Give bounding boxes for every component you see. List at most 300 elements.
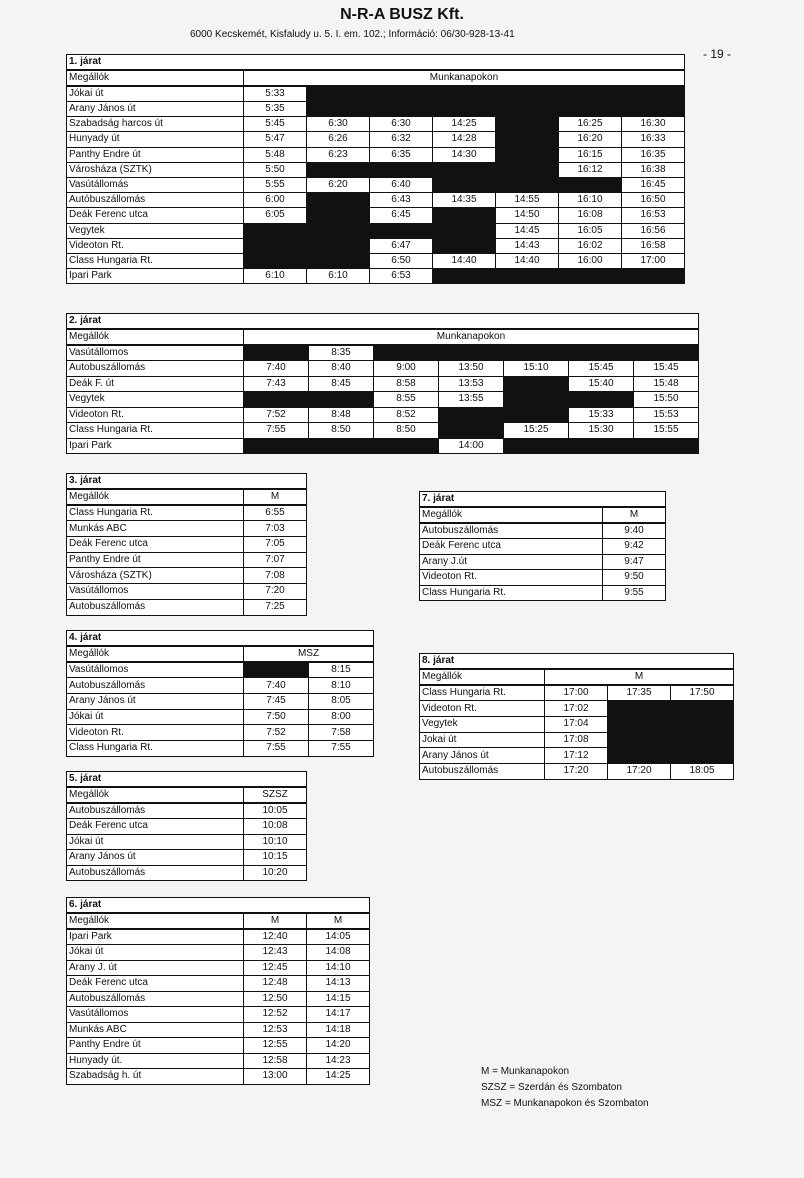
stop-name: Autobuszállomás <box>67 991 244 1007</box>
no-service-cell <box>374 438 439 454</box>
table-row <box>67 117 685 132</box>
stop-name: Ipari Park <box>67 269 244 284</box>
departure-time: 5:55 <box>244 177 307 192</box>
no-service-cell <box>433 223 496 238</box>
departure-time: 14:25 <box>307 1069 370 1085</box>
stop-name: Arany J.út <box>420 554 603 570</box>
no-service-cell <box>496 147 559 162</box>
departure-time: 5:50 <box>244 162 307 177</box>
table-header-row <box>67 787 307 803</box>
table-row <box>67 505 307 521</box>
no-service-cell <box>439 407 504 423</box>
no-service-cell <box>559 177 622 192</box>
departure-time: 6:53 <box>370 269 433 284</box>
timetable-5 <box>66 771 307 881</box>
stop-name: Arany J. út <box>67 960 244 976</box>
stop-name: Városháza (SZTK) <box>67 568 244 584</box>
no-service-cell <box>307 86 370 102</box>
departure-time: 8:50 <box>309 423 374 439</box>
no-service-cell <box>622 269 685 284</box>
departure-time: 15:40 <box>569 376 634 392</box>
stop-name: Videoton Rt. <box>67 238 244 253</box>
departure-time: 12:58 <box>244 1053 307 1069</box>
departure-time: 14:45 <box>496 223 559 238</box>
no-service-cell <box>244 438 309 454</box>
departure-time: 12:40 <box>244 929 307 945</box>
no-service-cell <box>433 102 496 117</box>
stop-name: Jókai út <box>67 834 244 850</box>
departure-time: 16:02 <box>559 238 622 253</box>
departure-time: 14:23 <box>307 1053 370 1069</box>
departure-time: 17:04 <box>545 717 608 733</box>
departure-time: 12:55 <box>244 1038 307 1054</box>
stops-header: Megállók <box>420 669 545 685</box>
departure-time: 16:05 <box>559 223 622 238</box>
departure-time: 16:33 <box>622 132 685 147</box>
no-service-cell <box>622 102 685 117</box>
table-row <box>67 1007 370 1023</box>
no-service-cell <box>504 376 569 392</box>
table-row <box>67 976 370 992</box>
no-service-cell <box>671 732 734 748</box>
departure-time: 8:40 <box>309 361 374 377</box>
departure-time: 6:55 <box>244 505 307 521</box>
table-row <box>67 850 307 866</box>
table-title-row <box>67 55 685 71</box>
departure-time: 15:45 <box>634 361 699 377</box>
departure-time: 7:55 <box>309 741 374 757</box>
departure-time: 6:30 <box>370 117 433 132</box>
departure-time: 16:20 <box>559 132 622 147</box>
no-service-cell <box>244 223 307 238</box>
departure-time: 6:26 <box>307 132 370 147</box>
departure-time: 10:05 <box>244 803 307 819</box>
table-row <box>67 438 699 454</box>
departure-time: 14:28 <box>433 132 496 147</box>
table-row <box>67 741 374 757</box>
departure-time: 16:45 <box>622 177 685 192</box>
stop-name: Class Hungaria Rt. <box>420 585 603 601</box>
day-header: M <box>244 489 307 505</box>
departure-time: 6:50 <box>370 253 433 268</box>
table-row <box>67 865 307 881</box>
stop-name: Deák Ferenc utca <box>420 539 603 555</box>
table-row <box>67 223 685 238</box>
stops-header: Megállók <box>67 646 244 662</box>
table-header-row <box>67 329 699 345</box>
departure-time: 14:35 <box>433 193 496 208</box>
table-row <box>67 208 685 223</box>
stop-name: Class Hungaria Rt. <box>67 253 244 268</box>
departure-time: 14:18 <box>307 1022 370 1038</box>
table-row <box>420 764 734 780</box>
table-row <box>67 568 307 584</box>
departure-time: 13:50 <box>439 361 504 377</box>
day-header: Munkanapokon <box>244 70 685 86</box>
departure-time: 6:30 <box>307 117 370 132</box>
stop-name: Vegytek <box>420 717 545 733</box>
departure-time: 9:55 <box>603 585 666 601</box>
no-service-cell <box>370 102 433 117</box>
departure-time: 7:20 <box>244 584 307 600</box>
no-service-cell <box>244 662 309 678</box>
departure-time: 15:45 <box>569 361 634 377</box>
stop-name: Hunyady út <box>67 132 244 147</box>
departure-time: 16:25 <box>559 117 622 132</box>
table-row <box>67 376 699 392</box>
no-service-cell <box>433 269 496 284</box>
departure-time: 7:45 <box>244 694 309 710</box>
stop-name: Arany János út <box>67 850 244 866</box>
table-title-row <box>67 898 370 914</box>
stop-name: Deák Ferenc utca <box>67 208 244 223</box>
table-row <box>67 269 685 284</box>
table-row <box>67 834 307 850</box>
table-row <box>67 537 307 553</box>
departure-time: 6:32 <box>370 132 433 147</box>
table-row <box>67 945 370 961</box>
no-service-cell <box>504 345 569 361</box>
departure-time: 7:55 <box>244 423 309 439</box>
table-row <box>67 147 685 162</box>
departure-time: 14:40 <box>433 253 496 268</box>
stop-name: Szabadság h. út <box>67 1069 244 1085</box>
table-title: 7. járat <box>420 492 666 508</box>
no-service-cell <box>504 392 569 408</box>
stop-name: Vasútállomos <box>67 662 244 678</box>
departure-time: 9:47 <box>603 554 666 570</box>
table-row <box>420 585 666 601</box>
table-row <box>67 662 374 678</box>
stop-name: Vasútállomás <box>67 177 244 192</box>
stops-header: Megállók <box>67 787 244 803</box>
stop-name: Hunyady út. <box>67 1053 244 1069</box>
stop-name: Városháza (SZTK) <box>67 162 244 177</box>
table-header-row <box>67 646 374 662</box>
departure-time: 12:43 <box>244 945 307 961</box>
no-service-cell <box>608 717 671 733</box>
day-header: M <box>603 507 666 523</box>
table-title-row <box>67 474 307 490</box>
departure-time: 6:43 <box>370 193 433 208</box>
no-service-cell <box>370 86 433 102</box>
stop-name: Class Hungaria Rt. <box>67 505 244 521</box>
table-row <box>420 717 734 733</box>
departure-time: 12:53 <box>244 1022 307 1038</box>
table-row <box>420 570 666 586</box>
no-service-cell <box>307 162 370 177</box>
departure-time: 8:50 <box>374 423 439 439</box>
stop-name: Autobuszállomás <box>420 523 603 539</box>
stop-name: Deák Ferenc utca <box>67 819 244 835</box>
departure-time: 14:00 <box>439 438 504 454</box>
stop-name: Vasútállomos <box>67 1007 244 1023</box>
table-row <box>420 523 666 539</box>
table-row <box>67 193 685 208</box>
departure-time: 7:52 <box>244 407 309 423</box>
departure-time: 8:35 <box>309 345 374 361</box>
departure-time: 17:08 <box>545 732 608 748</box>
departure-time: 14:15 <box>307 991 370 1007</box>
departure-time: 14:08 <box>307 945 370 961</box>
table-title: 3. járat <box>67 474 307 490</box>
no-service-cell <box>307 193 370 208</box>
no-service-cell <box>608 748 671 764</box>
table-row <box>67 991 370 1007</box>
no-service-cell <box>671 717 734 733</box>
table-row <box>67 803 307 819</box>
timetable-3 <box>66 473 307 616</box>
departure-time: 17:20 <box>545 764 608 780</box>
no-service-cell <box>433 177 496 192</box>
departure-time: 10:15 <box>244 850 307 866</box>
table-row <box>67 238 685 253</box>
table-row <box>67 345 699 361</box>
departure-time: 16:50 <box>622 193 685 208</box>
legend-item: M = Munkanapokon <box>481 1066 570 1077</box>
departure-time: 16:53 <box>622 208 685 223</box>
stop-name: Panthy Endre út <box>67 552 244 568</box>
no-service-cell <box>433 86 496 102</box>
stop-name: Class Hungaria Rt. <box>67 741 244 757</box>
stop-name: Ipari Park <box>67 438 244 454</box>
stop-name: Autobuszállomás <box>67 678 244 694</box>
departure-time: 14:25 <box>433 117 496 132</box>
departure-time: 13:53 <box>439 376 504 392</box>
timetable-1 <box>66 54 685 284</box>
departure-time: 9:40 <box>603 523 666 539</box>
departure-time: 14:10 <box>307 960 370 976</box>
stop-name: Munkás ABC <box>67 1022 244 1038</box>
stop-name: Autóbuszállomás <box>67 193 244 208</box>
departure-time: 14:13 <box>307 976 370 992</box>
departure-time: 8:15 <box>309 662 374 678</box>
stop-name: Vegytek <box>67 223 244 238</box>
no-service-cell <box>569 345 634 361</box>
table-row <box>420 748 734 764</box>
departure-time: 13:55 <box>439 392 504 408</box>
no-service-cell <box>307 208 370 223</box>
table-row <box>67 132 685 147</box>
departure-time: 14:30 <box>433 147 496 162</box>
table-row <box>67 725 374 741</box>
no-service-cell <box>634 345 699 361</box>
table-header-row <box>420 669 734 685</box>
table-row <box>67 86 685 102</box>
table-row <box>67 694 374 710</box>
timetable-2 <box>66 313 699 454</box>
table-row <box>67 102 685 117</box>
stop-name: Arany János út <box>420 748 545 764</box>
stop-name: Arany János út <box>67 102 244 117</box>
no-service-cell <box>433 238 496 253</box>
stop-name: Videoton Rt. <box>420 701 545 717</box>
departure-time: 7:05 <box>244 537 307 553</box>
no-service-cell <box>439 345 504 361</box>
departure-time: 9:42 <box>603 539 666 555</box>
departure-time: 8:52 <box>374 407 439 423</box>
departure-time: 15:10 <box>504 361 569 377</box>
departure-time: 14:20 <box>307 1038 370 1054</box>
departure-time: 14:55 <box>496 193 559 208</box>
table-title: 2. járat <box>67 314 699 330</box>
departure-time: 7:40 <box>244 678 309 694</box>
stop-name: Jókai út <box>67 945 244 961</box>
departure-time: 6:40 <box>370 177 433 192</box>
departure-time: 16:10 <box>559 193 622 208</box>
no-service-cell <box>307 223 370 238</box>
departure-time: 7:08 <box>244 568 307 584</box>
departure-time: 6:00 <box>244 193 307 208</box>
no-service-cell <box>309 438 374 454</box>
departure-time: 13:00 <box>244 1069 307 1085</box>
departure-time: 6:10 <box>244 269 307 284</box>
no-service-cell <box>671 748 734 764</box>
company-title: N-R-A BUSZ Kft. <box>340 6 464 23</box>
departure-time: 5:33 <box>244 86 307 102</box>
departure-time: 8:58 <box>374 376 439 392</box>
stop-name: Autobuszállomás <box>67 599 244 615</box>
departure-time: 17:20 <box>608 764 671 780</box>
table-row <box>67 552 307 568</box>
no-service-cell <box>496 177 559 192</box>
departure-time: 15:55 <box>634 423 699 439</box>
table-row <box>67 960 370 976</box>
no-service-cell <box>622 86 685 102</box>
no-service-cell <box>496 86 559 102</box>
day-header: MSZ <box>244 646 374 662</box>
departure-time: 9:50 <box>603 570 666 586</box>
departure-time: 16:30 <box>622 117 685 132</box>
no-service-cell <box>370 223 433 238</box>
no-service-cell <box>496 117 559 132</box>
departure-time: 7:25 <box>244 599 307 615</box>
stop-name: Class Hungaria Rt. <box>420 685 545 701</box>
table-row <box>67 1022 370 1038</box>
departure-time: 17:35 <box>608 685 671 701</box>
timetable-7 <box>419 491 666 601</box>
departure-time: 17:12 <box>545 748 608 764</box>
stop-name: Deák F. út <box>67 376 244 392</box>
table-row <box>67 162 685 177</box>
table-row <box>67 423 699 439</box>
table-row <box>67 392 699 408</box>
departure-time: 16:35 <box>622 147 685 162</box>
departure-time: 10:20 <box>244 865 307 881</box>
table-row <box>67 1053 370 1069</box>
stop-name: Vegytek <box>67 392 244 408</box>
departure-time: 6:35 <box>370 147 433 162</box>
departure-time: 15:53 <box>634 407 699 423</box>
no-service-cell <box>569 392 634 408</box>
departure-time: 12:45 <box>244 960 307 976</box>
departure-time: 14:40 <box>496 253 559 268</box>
table-row <box>67 929 370 945</box>
departure-time: 8:10 <box>309 678 374 694</box>
departure-time: 17:02 <box>545 701 608 717</box>
no-service-cell <box>569 438 634 454</box>
stop-name: Autobuszállomás <box>420 764 545 780</box>
day-header: M <box>307 913 370 929</box>
day-header: Munkanapokon <box>244 329 699 345</box>
table-title-row <box>67 314 699 330</box>
departure-time: 6:23 <box>307 147 370 162</box>
stop-name: Vasútállomos <box>67 345 244 361</box>
departure-time: 16:12 <box>559 162 622 177</box>
departure-time: 14:50 <box>496 208 559 223</box>
company-address: 6000 Kecskemét, Kisfaludy u. 5. I. em. 102.; Információ: 06/30-928-13-41 <box>190 29 515 40</box>
table-row <box>67 177 685 192</box>
table-header-row <box>67 489 307 505</box>
table-title-row <box>67 772 307 788</box>
departure-time: 6:20 <box>307 177 370 192</box>
departure-time: 15:30 <box>569 423 634 439</box>
table-row <box>420 539 666 555</box>
no-service-cell <box>559 102 622 117</box>
stop-name: Videoton Rt. <box>420 570 603 586</box>
day-header: M <box>545 669 734 685</box>
departure-time: 8:00 <box>309 709 374 725</box>
no-service-cell <box>370 162 433 177</box>
departure-time: 10:10 <box>244 834 307 850</box>
stop-name: Jokai út <box>420 732 545 748</box>
legend <box>481 1064 649 1112</box>
table-row <box>67 361 699 377</box>
departure-time: 7:07 <box>244 552 307 568</box>
departure-time: 7:52 <box>244 725 309 741</box>
stop-name: Autobuszállomás <box>67 803 244 819</box>
stop-name: Ipari Park <box>67 929 244 945</box>
no-service-cell <box>496 132 559 147</box>
table-title-row <box>67 631 374 647</box>
stops-header: Megállók <box>420 507 603 523</box>
departure-time: 15:50 <box>634 392 699 408</box>
departure-time: 7:55 <box>244 741 309 757</box>
day-header: M <box>244 913 307 929</box>
no-service-cell <box>504 438 569 454</box>
timetable-6 <box>66 897 370 1085</box>
table-header-row <box>420 507 666 523</box>
departure-time: 14:43 <box>496 238 559 253</box>
departure-time: 16:08 <box>559 208 622 223</box>
stop-name: Class Hungaria Rt. <box>67 423 244 439</box>
departure-time: 16:58 <box>622 238 685 253</box>
stop-name: Autobuszállomás <box>67 865 244 881</box>
departure-time: 9:00 <box>374 361 439 377</box>
stop-name: Videoton Rt. <box>67 407 244 423</box>
table-row <box>67 521 307 537</box>
stop-name: Deák Ferenc utca <box>67 537 244 553</box>
stops-header: Megállók <box>67 70 244 86</box>
table-row <box>67 253 685 268</box>
page-number: - 19 - <box>703 47 732 61</box>
departure-time: 6:45 <box>370 208 433 223</box>
timetable-4 <box>66 630 374 757</box>
table-row <box>67 1038 370 1054</box>
table-title: 6. járat <box>67 898 370 914</box>
stop-name: Munkás ABC <box>67 521 244 537</box>
table-row <box>67 599 307 615</box>
no-service-cell <box>374 345 439 361</box>
day-header: SZSZ <box>244 787 307 803</box>
departure-time: 16:38 <box>622 162 685 177</box>
table-row <box>67 819 307 835</box>
departure-time: 7:58 <box>309 725 374 741</box>
table-header-row <box>67 70 685 86</box>
legend-item: SZSZ = Szerdán és Szombaton <box>481 1082 622 1093</box>
departure-time: 6:10 <box>307 269 370 284</box>
departure-time: 14:05 <box>307 929 370 945</box>
